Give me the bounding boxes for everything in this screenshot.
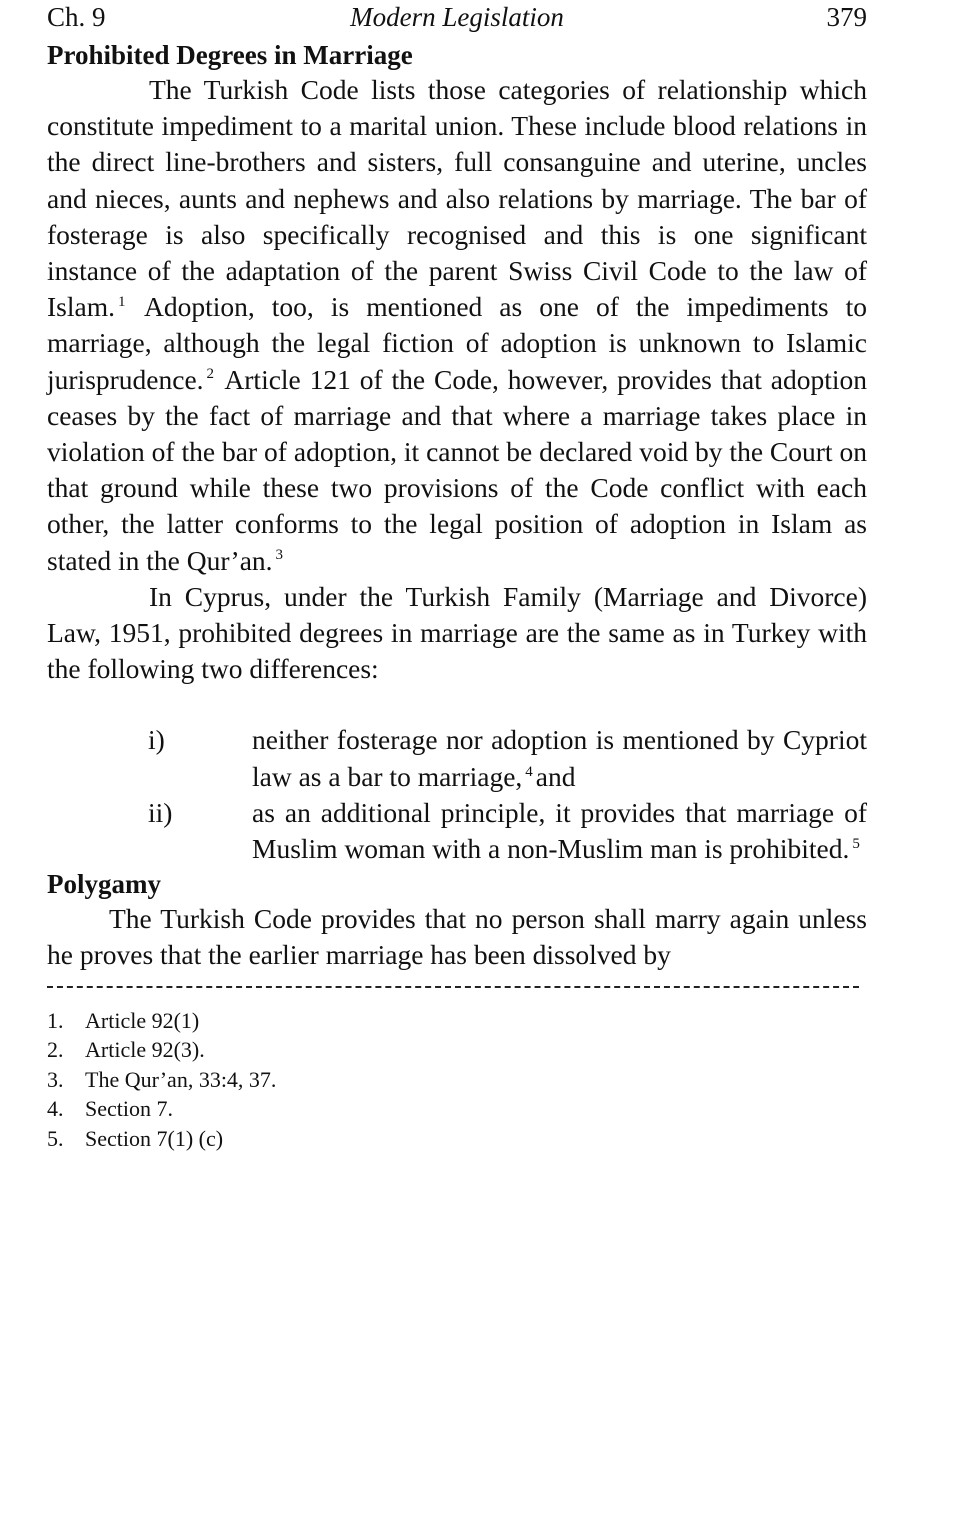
differences-list bbox=[47, 722, 867, 867]
item-tail: and bbox=[535, 760, 576, 792]
running-head bbox=[47, 2, 867, 38]
list-item-text bbox=[252, 795, 867, 867]
running-title: Modern Legislation bbox=[350, 2, 564, 32]
footnote bbox=[47, 1124, 867, 1154]
list-item bbox=[47, 722, 867, 794]
page-number: 379 bbox=[826, 2, 867, 32]
footnote-number: 3. bbox=[47, 1066, 64, 1092]
section-heading-prohibited-degrees: Prohibited Degrees in Marriage bbox=[47, 40, 413, 70]
footnote-text: The Qur’an, 33:4, 37. bbox=[85, 1066, 277, 1092]
list-item-text bbox=[252, 722, 867, 794]
footnote-number: 5. bbox=[47, 1125, 64, 1151]
footnote-reference: 4 bbox=[525, 763, 533, 780]
paragraph-turkish-code-impediments bbox=[47, 72, 867, 579]
footnote-reference: 1 bbox=[117, 294, 126, 311]
paragraph-text: The Turkish Code lists those categories of relationship which constitute impediment to a marital union. These include blood relations in the direct line-brothers and sisters, full consanguine and uterine, uncles and nieces, aunts and nephews and also relations by marriage. The bar of fosterage is also specifically recognised and this is one significant instance of the adaptation of the parent Swiss Civil Code to the law of Islam. bbox=[47, 74, 867, 323]
paragraph-cyprus-law: In Cyprus, under the Turkish Family (Marriage and Divorce) Law, 1951, prohibited degrees in marriage are the same as in Turkey with the following two differences: bbox=[47, 580, 867, 685]
paragraph-text: Adoption, too, is mentioned as one of the impediments to marriage, although the legal fiction of adoption is unknown to Islamic jurisprudence. bbox=[47, 291, 868, 395]
footnote-divider bbox=[47, 986, 859, 988]
footnote bbox=[47, 1065, 867, 1095]
footnote-text: Article 92(1) bbox=[85, 1007, 200, 1033]
item-text: neither fosterage nor adoption is mentioned by Cypriot law as a bar to marriage, bbox=[252, 724, 867, 792]
footnote-number: 4. bbox=[47, 1096, 64, 1122]
chapter-label: Ch. 9 bbox=[47, 2, 106, 32]
paragraph-text: Article 121 of the Code, however, provides that adoption ceases by the fact of marriage and that where a marriage takes place in violation of the bar of adoption, it cannot be declared void by the Court on that ground while these two provisions of the Code conflict with each other, the latter conforms to the legal position of adoption in Islam as stated in the Qur’an. bbox=[47, 363, 867, 576]
footnote-number: 2. bbox=[47, 1037, 64, 1063]
footnote-text: Article 92(3). bbox=[85, 1037, 205, 1063]
footnote-text: Section 7(1) (c) bbox=[85, 1125, 224, 1151]
section-heading-polygamy: Polygamy bbox=[47, 869, 161, 900]
item-text: as an additional principle, it provides that marriage of Muslim woman with a non-Muslim man is prohibited. bbox=[252, 796, 867, 865]
footnotes-list bbox=[47, 1006, 867, 1154]
list-marker: i) bbox=[148, 724, 165, 756]
list-marker: ii) bbox=[148, 796, 173, 828]
footnote-reference: 2 bbox=[206, 366, 215, 383]
paragraph-polygamy: The Turkish Code provides that no person shall marry again unless he proves that the earlier marriage has been dissolved by bbox=[47, 903, 867, 971]
list-item bbox=[47, 795, 867, 867]
footnote-reference: 3 bbox=[275, 547, 284, 564]
footnote-text: Section 7. bbox=[85, 1096, 173, 1122]
footnote bbox=[47, 1035, 867, 1065]
book-page bbox=[47, 0, 867, 1153]
footnote bbox=[47, 1006, 867, 1036]
footnote bbox=[47, 1094, 867, 1124]
footnote-number: 1. bbox=[47, 1007, 64, 1033]
footnote-reference: 5 bbox=[852, 835, 860, 852]
